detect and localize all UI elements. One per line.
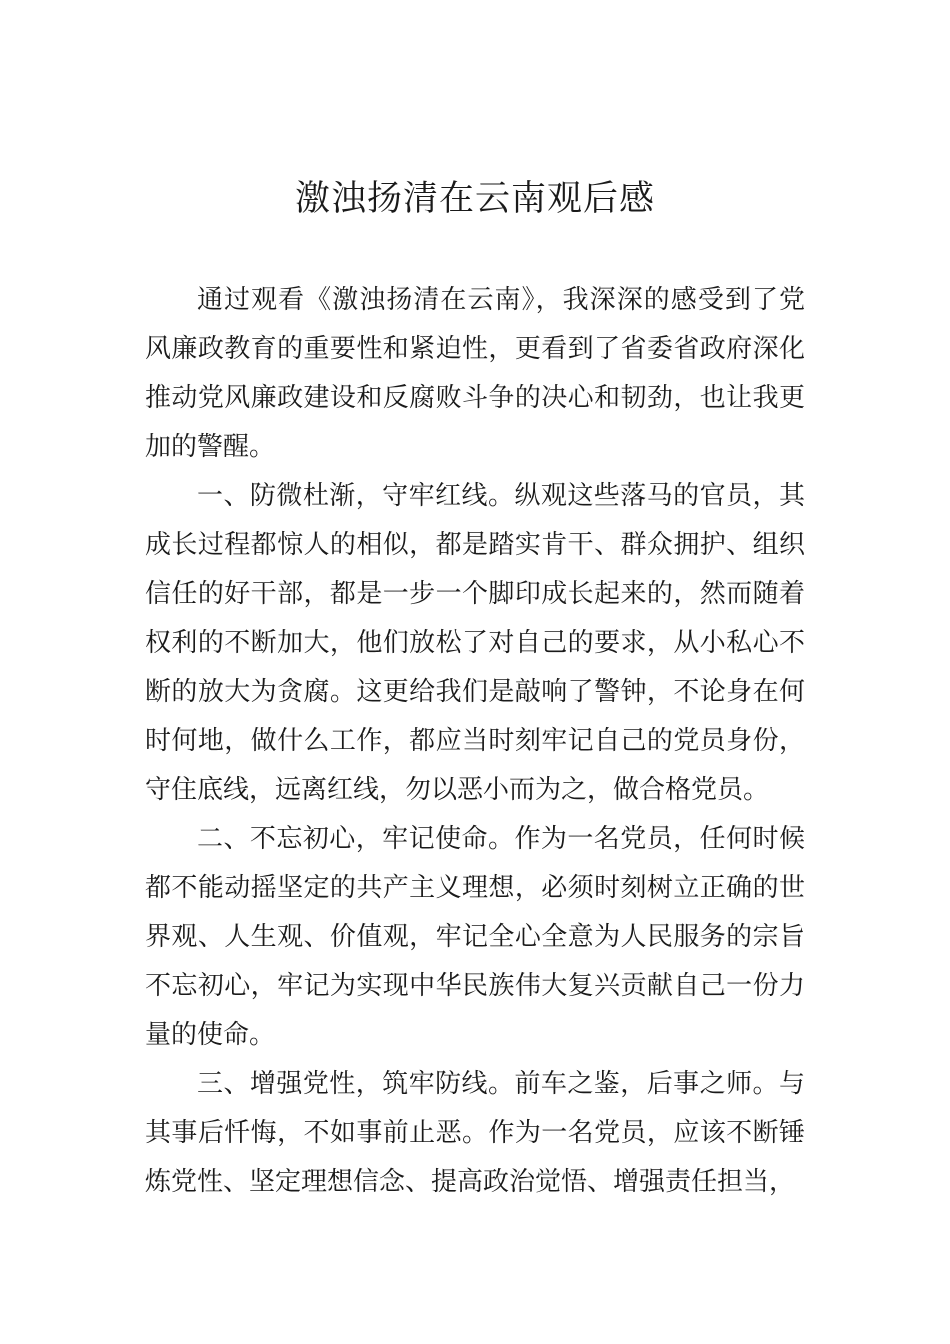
paragraph-intro: 通过观看《激浊扬清在云南》，我深深的感受到了党风廉政教育的重要性和紧迫性，更看到了省委省政府深化推动党风廉政建设和反腐败斗争的决心和韧劲，也让我更加的警醒。 <box>145 285 805 462</box>
paragraph-section-one: 一、防微杜渐，守牢红线。纵观这些落马的官员，其成长过程都惊人的相似，都是踏实肯干、群众拥护、组织信任的好干部，都是一步一个脚印成长起来的，然而随着权利的不断加大，他们放松了对自己的要求，从小私心不断的放大为贪腐。这更给我们是敲响了警钟，不论身在何时何地，做什么工作，都应当时刻牢记自己的党员身份，守住底线，远离红线，勿以恶小而为之，做合格党员。 <box>145 481 805 805</box>
document-body <box>145 276 805 1207</box>
document-title: 激浊扬清在云南观后感 <box>294 179 655 219</box>
paragraph-section-two: 二、不忘初心，牢记使命。作为一名党员，任何时候都不能动摇坚定的共产主义理想，必须时刻树立正确的世界观、人生观、价值观，牢记全心全意为人民服务的宗旨不忘初心，牢记为实现中华民族伟大复兴贡献自己一份力量的使命。 <box>145 824 805 1050</box>
paragraph-section-three: 三、增强党性，筑牢防线。前车之鉴，后事之师。与其事后忏悔，不如事前止恶。作为一名党员，应该不断锤炼党性、坚定理想信念、提高政治觉悟、增强责任担当， <box>145 1069 805 1197</box>
